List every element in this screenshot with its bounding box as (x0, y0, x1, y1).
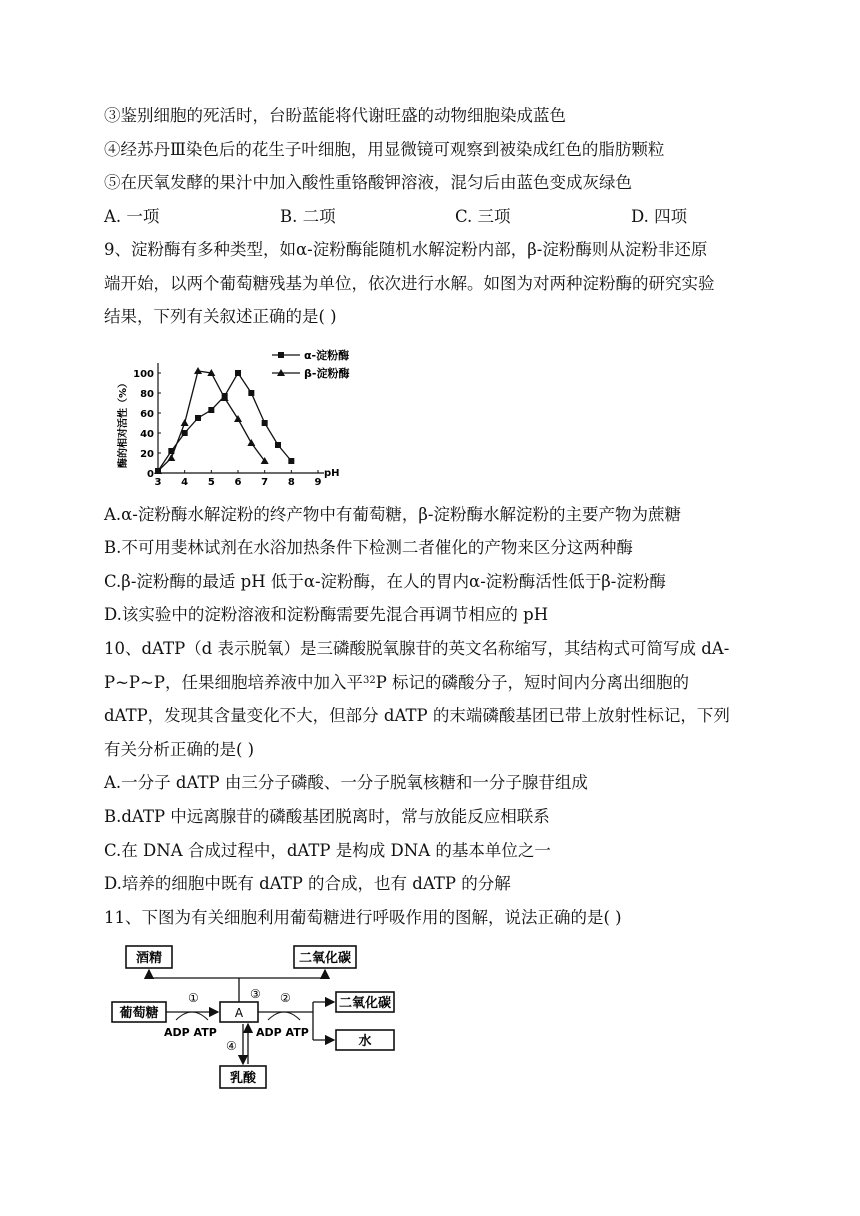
alpha-amylase-point (195, 415, 201, 421)
enzyme-activity-chart (116, 347, 366, 495)
q10-stem-part-2: P 标记的磷酸分子，短时间内分离出细胞的 (375, 673, 690, 692)
step-3-label: ③ (250, 987, 261, 1001)
beta-amylase-point (194, 367, 202, 374)
adp-atp-2-label: ADP ATP (256, 1026, 309, 1039)
q8-item-3: ③鉴别细胞的死活时，台盼蓝能将代谢旺盛的动物细胞染成蓝色 (104, 106, 566, 125)
y-tick-label: 40 (140, 429, 154, 440)
q9-option-d: D.该实验中的淀粉溶液和淀粉酶需要先混合再调节相应的 pH (104, 605, 549, 624)
water-label: 水 (358, 1034, 372, 1049)
q9-stem-line-1: 9、淀粉酶有多种类型，如α-淀粉酶能随机水解淀粉内部，β-淀粉酶则从淀粉非还原 (104, 240, 708, 259)
alpha-amylase-line (158, 373, 291, 471)
q9-option-b: B.不可用斐林试剂在水浴加热条件下检测二者催化的产物来区分这两种酶 (104, 538, 633, 557)
co2-top-label: 二氧化碳 (298, 951, 352, 966)
alpha-amylase-point (182, 430, 188, 436)
alpha-amylase-point (288, 458, 294, 464)
step-1-label: ① (188, 991, 199, 1005)
q9-option-c: C.β-淀粉酶的最适 pH 低于α-淀粉酶，在人的胃内α-淀粉酶活性低于β-淀粉酶 (104, 572, 666, 591)
alpha-amylase-point (248, 390, 254, 396)
q8-option-a: A. 一项 (104, 207, 160, 226)
y-tick-label: 20 (140, 449, 154, 460)
alpha-amylase-point (235, 370, 241, 376)
a-label: A (234, 1006, 244, 1020)
x-tick-label: 5 (207, 477, 215, 488)
x-tick-label: 6 (234, 477, 242, 488)
lactic-label: 乳酸 (229, 1071, 257, 1086)
q10-stem-line-4: 有关分析正确的是( ) (104, 740, 255, 759)
q8-option-c: C. 三项 (455, 207, 511, 226)
alpha-amylase-point (275, 442, 281, 448)
q10-superscript: 32 (362, 675, 376, 686)
q10-option-a: A.一分子 dATP 由三分子磷酸、一分子脱氧核糖和一分子腺苷组成 (104, 773, 588, 792)
alcohol-label: 酒精 (135, 951, 163, 966)
step-2-curve (268, 1012, 300, 1020)
y-axis-label: 酶的相对活性（%） (118, 377, 129, 469)
q10-option-c: C.在 DNA 合成过程中，dATP 是构成 DNA 的基本单位之一 (104, 841, 551, 860)
q10-stem-line-2 (104, 672, 689, 694)
beta-amylase-point (247, 439, 255, 446)
legend-marker (278, 352, 284, 358)
q8-item-4: ④经苏丹Ⅲ染色后的花生子叶细胞，用显微镜可观察到被染成红色的脂肪颗粒 (104, 140, 665, 159)
x-tick-label: 4 (181, 477, 189, 488)
legend-label: α-淀粉酶 (304, 349, 350, 362)
q11-stem: 11、下图为有关细胞利用葡萄糖进行呼吸作用的图解，说法正确的是( ) (104, 908, 622, 927)
legend-label: β-淀粉酶 (304, 367, 350, 380)
step-4-label: ④ (226, 1039, 237, 1053)
beta-amylase-line (158, 371, 265, 471)
respiration-diagram (108, 940, 408, 1092)
y-tick-label: 100 (133, 369, 154, 380)
q10-option-b: B.dATP 中远离腺苷的磷酸基团脱离时，常与放能反应相联系 (104, 807, 550, 826)
alpha-amylase-point (208, 407, 214, 413)
step-1-curve (176, 1012, 208, 1020)
x-tick-label: 8 (287, 477, 295, 488)
q8-option-b: B. 二项 (280, 207, 336, 226)
beta-amylase-point (234, 415, 242, 422)
q8-option-d: D. 四项 (631, 207, 688, 226)
q10-stem-line-3: dATP，发现其含量变化不大，但部分 dATP 的末端磷酸基团已带上放射性标记，下列 (104, 706, 730, 725)
adp-atp-1-label: ADP ATP (164, 1026, 217, 1039)
beta-amylase-point (181, 419, 189, 426)
q9-option-a: A.α-淀粉酶水解淀粉的终产物中有葡萄糖，β-淀粉酶水解淀粉的主要产物为蔗糖 (104, 505, 681, 524)
x-axis-label: pH (324, 468, 340, 479)
step-2-label: ② (280, 991, 291, 1005)
q8-item-5: ⑤在厌氧发酵的果汁中加入酸性重铬酸钾溶液，混匀后由蓝色变成灰绿色 (104, 173, 632, 192)
q9-stem-line-3: 结果，下列有关叙述正确的是( ) (104, 307, 337, 326)
q10-stem-line-1: 10、dATP（d 表示脱氧）是三磷酸脱氧腺苷的英文名称缩写，其结构式可简写成 dA- (104, 639, 730, 658)
co2-right-label: 二氧化碳 (338, 996, 392, 1011)
x-tick-label: 7 (261, 477, 269, 488)
x-tick-label: 3 (154, 477, 162, 488)
alpha-amylase-point (262, 420, 268, 426)
q10-stem-part-1: P~P~P，任果细胞培养液中加入平 (104, 673, 363, 692)
x-tick-label: 9 (314, 477, 322, 488)
y-tick-label: 80 (140, 389, 154, 400)
y-tick-label: 0 (147, 469, 154, 480)
y-tick-label: 60 (140, 409, 154, 420)
q10-option-d: D.培养的细胞中既有 dATP 的合成，也有 dATP 的分解 (104, 874, 511, 893)
q9-stem-line-2: 端开始，以两个葡萄糖残基为单位，依次进行水解。如图为对两种淀粉酶的研究实验 (104, 274, 715, 293)
glucose-label: 葡萄糖 (119, 1006, 159, 1021)
